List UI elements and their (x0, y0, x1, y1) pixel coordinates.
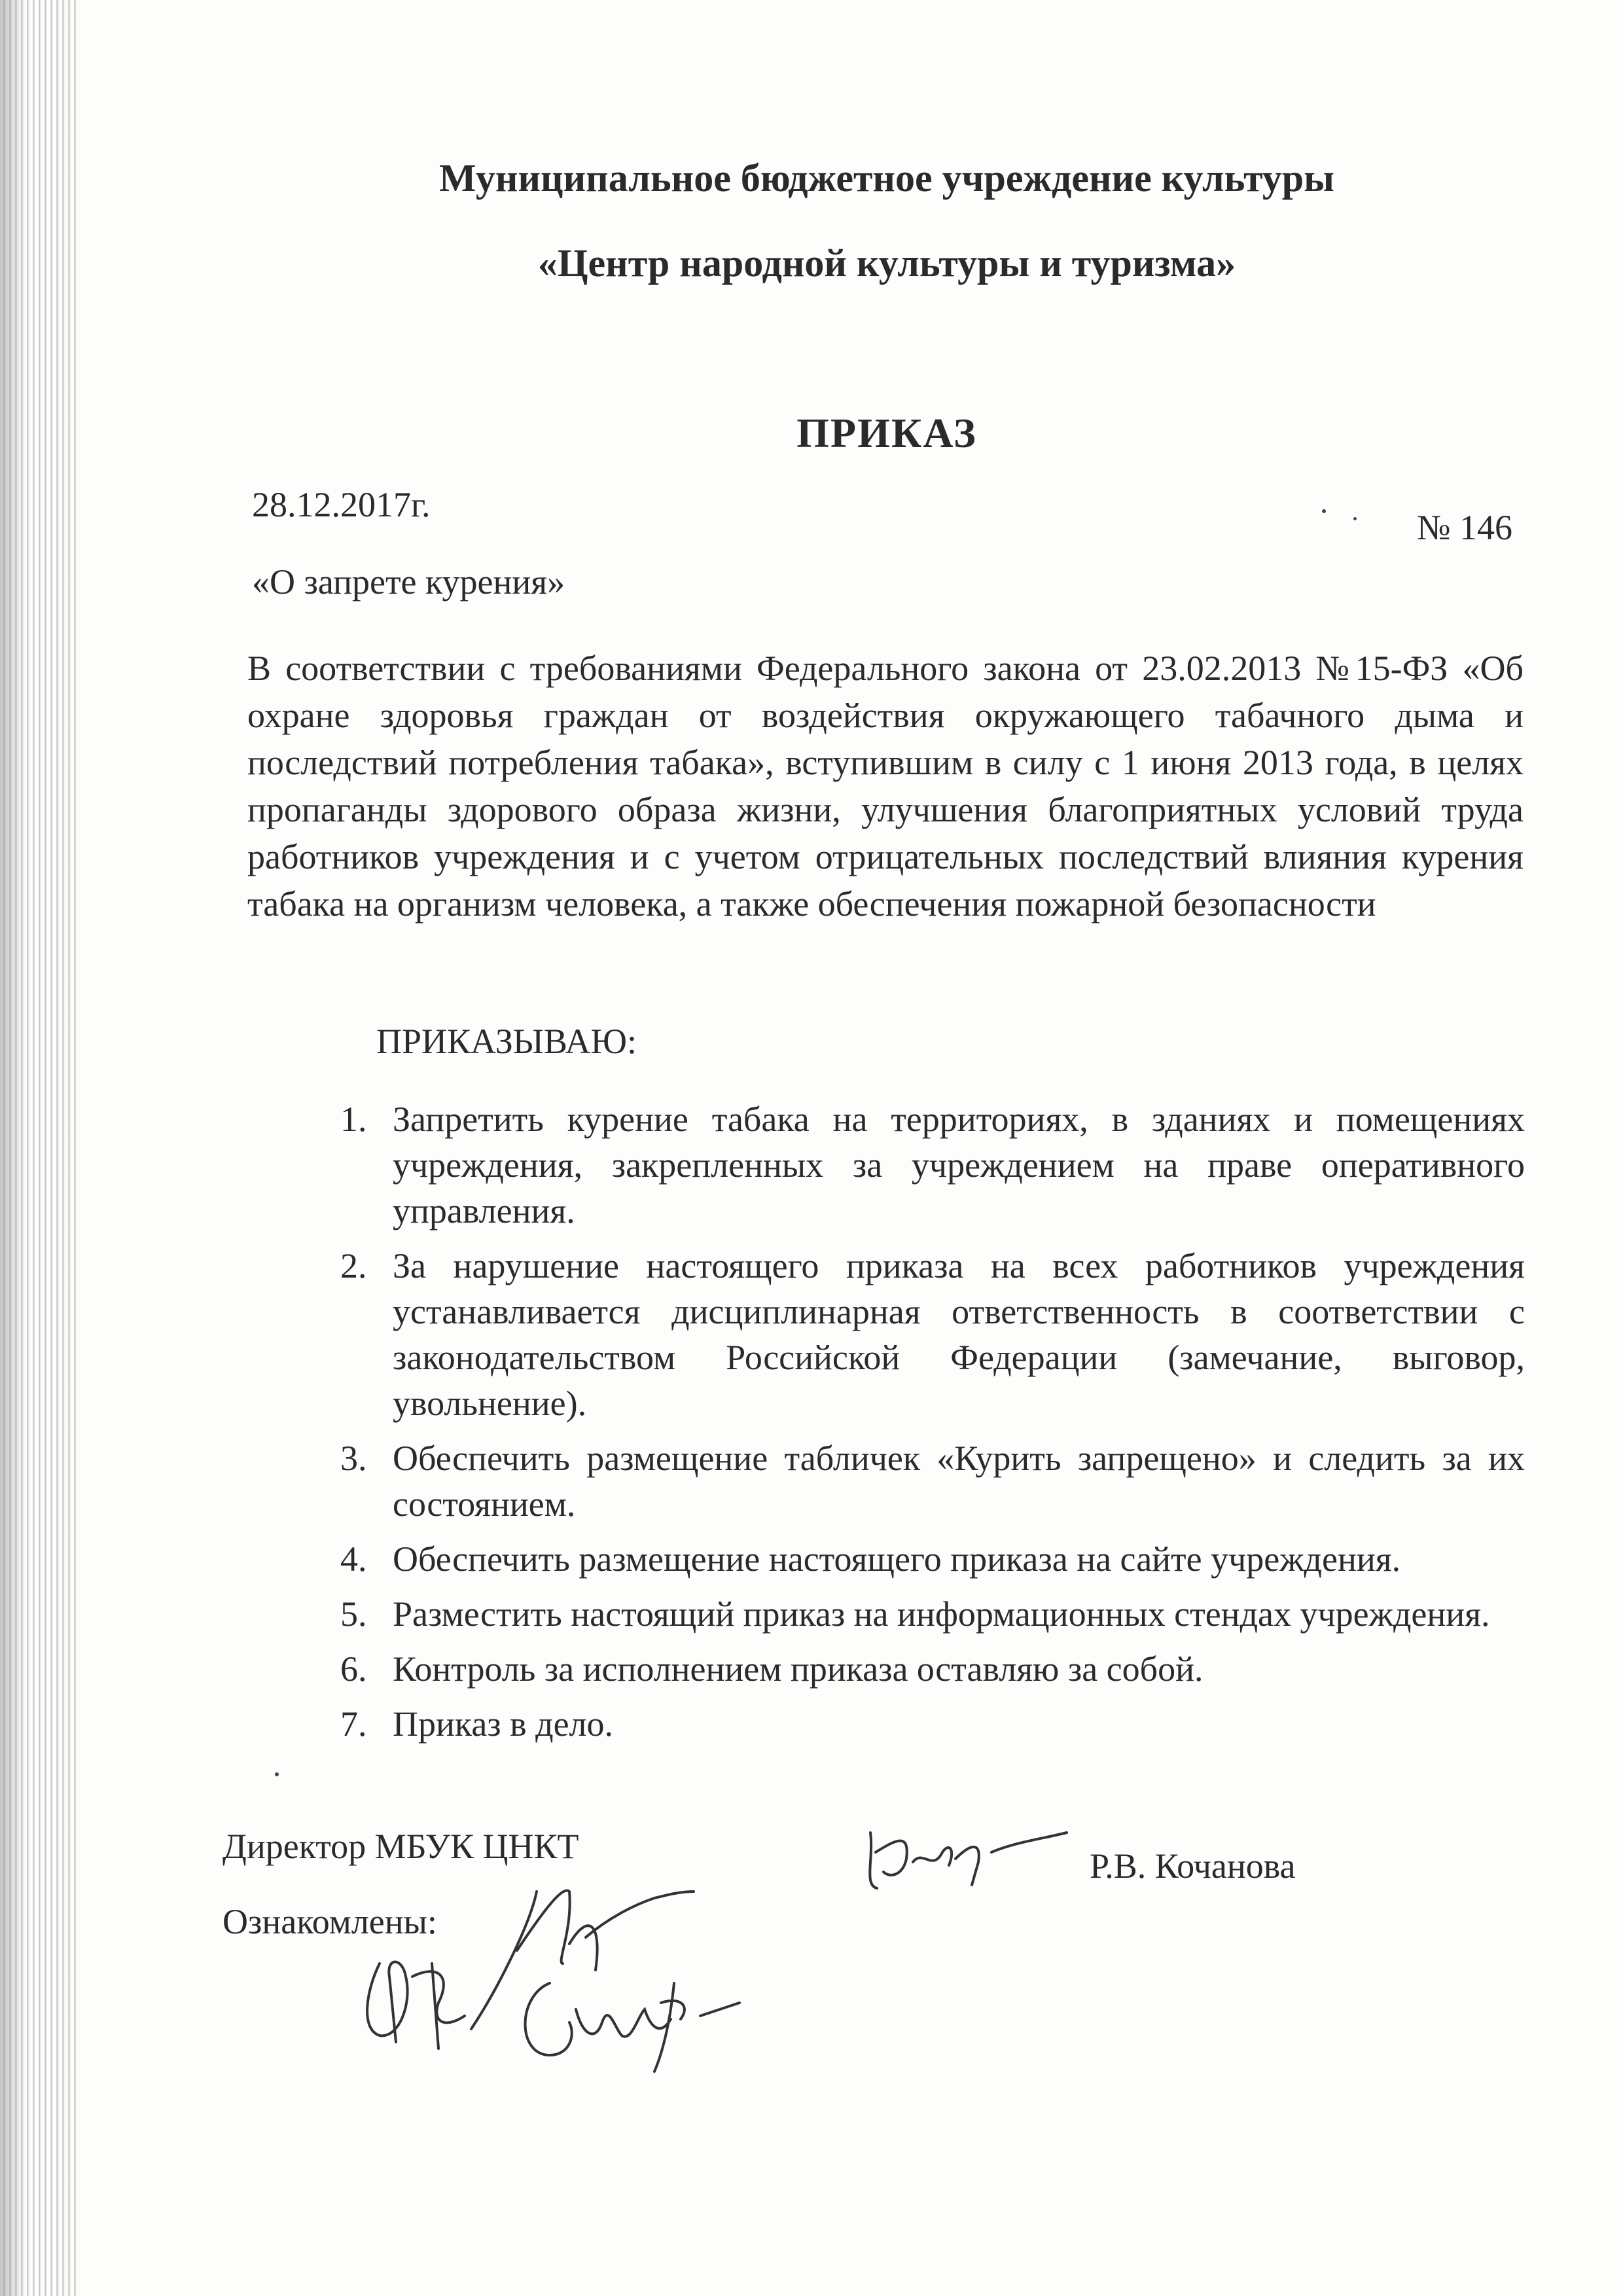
employee-signature-3 (504, 1957, 753, 2081)
director-signature (851, 1813, 1073, 1898)
order-item-number: 2. (340, 1246, 367, 1285)
director-position: Директор МБУК ЦНКТ (223, 1827, 579, 1866)
employee-signature-2 (340, 1937, 504, 2068)
director-name: Р.В. Кочанова (1090, 1846, 1296, 1886)
order-item (340, 1243, 1525, 1426)
order-item-number: 4. (340, 1539, 367, 1579)
document-title: ПРИКАЗ (796, 410, 977, 456)
order-item-number: 7. (340, 1704, 367, 1744)
order-item-number: 1. (340, 1100, 367, 1139)
order-item (340, 1591, 1525, 1637)
order-item (340, 1701, 1525, 1747)
order-item-text: Обеспечить размещение настоящего приказа на сайте учреждения. (393, 1539, 1401, 1579)
order-item-number: 5. (340, 1594, 367, 1634)
order-item-number: 6. (340, 1649, 367, 1689)
scan-edge-dark (0, 0, 26, 2296)
order-word: ПРИКАЗЫВАЮ: (376, 1022, 637, 1061)
order-item-text: Приказ в дело. (393, 1704, 613, 1744)
order-item-text: Контроль за исполнением приказа оставляю за собой. (393, 1649, 1204, 1689)
order-item-number: 3. (340, 1439, 367, 1478)
scan-speck (275, 1772, 279, 1776)
scan-speck (1322, 509, 1326, 513)
order-item-text: За нарушение настоящего приказа на всех работников учреждения устанавливается дисциплинарная ответственность в соответствии с законодательством Российской Федерации (замечание, выговор, увольнение). (393, 1246, 1525, 1423)
order-item-text: Обеспечить размещение табличек «Курить запрещено» и следить за их состоянием. (393, 1439, 1525, 1524)
order-item (340, 1646, 1525, 1692)
order-item (340, 1536, 1525, 1582)
preamble-text: В соответствии с требованиями Федерального закона от 23.02.2013 №15-ФЗ «Об охране здоровья граждан от воздействия окружающего табачного дыма и последствий потребления табака», вступившим в силу с 1 июня 2013 года, в целях пропаганды здорового образа жизни, улучшения благоприятных условий труда работников учреждения и с учетом отрицательных последствий влияния курения табака на организм человека, а также обеспечения пожарной безопасности (247, 649, 1524, 924)
org-name-line2: «Центр народной культуры и туризма» (537, 242, 1236, 285)
order-subject: «О запрете курения» (252, 562, 565, 601)
scan-speck (1353, 517, 1357, 520)
order-item-text: Разместить настоящий приказ на информационных стендах учреждения. (393, 1594, 1490, 1634)
org-name-line1: Муниципальное бюджетное учреждение культуры (439, 156, 1334, 200)
order-date: 28.12.2017г. (252, 485, 431, 524)
order-item (340, 1096, 1525, 1234)
order-item-text: Запретить курение табака на территориях, в зданиях и помещениях учреждения, закрепленных за учреждением на праве оперативного управления. (393, 1100, 1525, 1230)
order-number: № 146 (1417, 508, 1513, 547)
acquainted-label: Ознакомлены: (223, 1902, 437, 1941)
order-item (340, 1435, 1525, 1527)
order-items-list (340, 1096, 1525, 1756)
